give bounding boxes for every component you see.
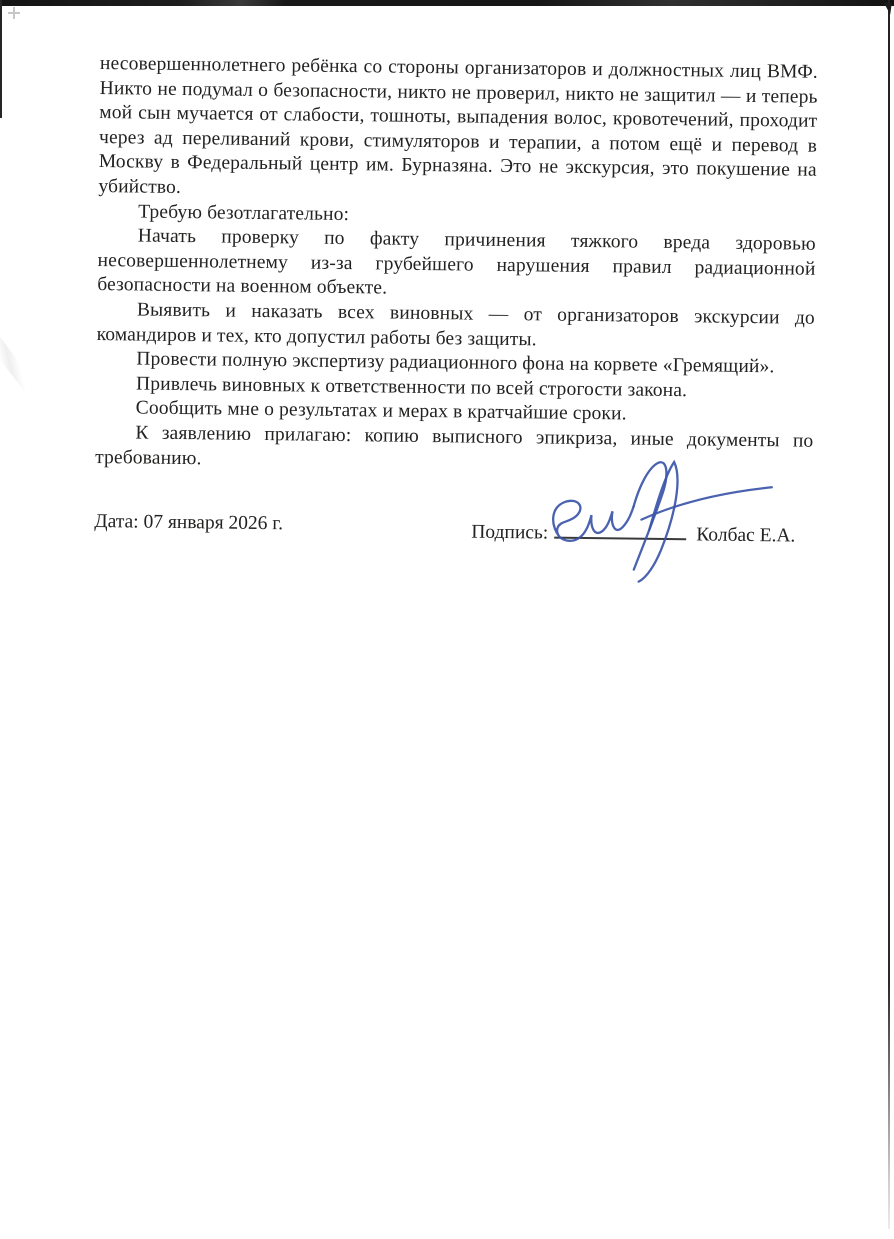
date-line: Дата: 07 января 2026 г. xyxy=(94,510,284,535)
paragraph: Сообщить мне о результатах и мерах в кратчайшие сроки. xyxy=(135,397,627,425)
paragraph: несовершеннолетнего ребёнка со стороны организаторов и должностных лиц ВМФ. Никто не подумал о безопасности, никто не проверил, никто не защитил — и теперь мой сын мучается от слабости, тошноты, выпадения волос, кровотечений, проходит через ад переливаний крови, стимуляторов и терапии, а потом ещё и перевод в Москву в Федеральный центр им. Бурназяна. Это не экскурсия, это покушение на убийство. xyxy=(98,53,819,198)
signatory-name: Колбас Е.А. xyxy=(696,524,796,547)
paragraph: К заявлению прилагаю: копию выписного эпикриза, иные документы по требованию. xyxy=(95,422,814,469)
signature-block xyxy=(471,516,795,548)
paragraph: Требую безотлагательно: xyxy=(138,201,350,225)
signature-line xyxy=(554,517,686,541)
signature-label: Подпись: xyxy=(471,521,549,544)
paragraph: Провести полную экспертизу радиационного фона на корвете «Гремящий». xyxy=(136,348,775,378)
document-body xyxy=(95,52,818,479)
paragraph: Выявить и наказать всех виновных — от организаторов экскурсии до командиров и тех, кто допустил работы без защиты. xyxy=(96,299,816,350)
paragraph: Привлечь виновных к ответственности по всей строгости закона. xyxy=(135,373,688,401)
paragraph: Начать проверку по факту причинения тяжкого вреда здоровью несовершеннолетнему из-за грубейшего нарушения правил радиационной безопасности на военном объекте. xyxy=(97,225,816,299)
